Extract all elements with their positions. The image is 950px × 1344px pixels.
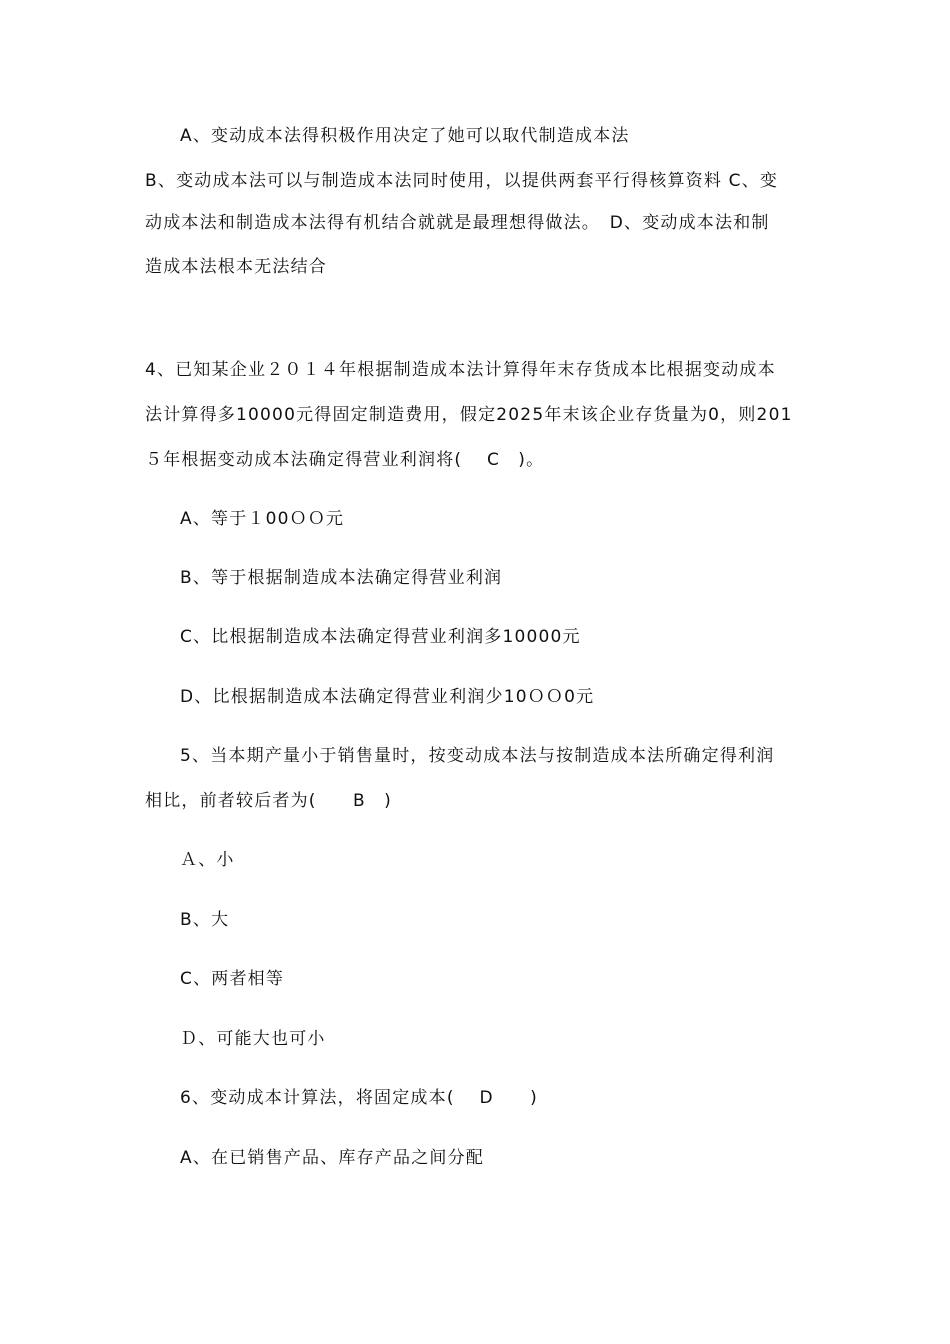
q5-option-c: C、两者相等 [180, 969, 285, 989]
q3-text-line-3: 造成本法根本无法结合 [145, 257, 327, 277]
q6-option-a: A、在已销售产品、库存产品之间分配 [180, 1148, 485, 1168]
q4-option-d: D、比根据制造成本法确定得营业利润少10ＯＯ0元 [180, 687, 595, 707]
q6-question-line-1: 6、变动成本计算法，将固定成本( D ) [180, 1088, 538, 1108]
q5-question-line-1: 5、当本期产量小于销售量时，按变动成本法与按制造成本法所确定得利润 [180, 746, 775, 766]
q5-option-a: Ａ、小 [180, 850, 235, 870]
q4-option-c: C、比根据制造成本法确定得营业利润多10000元 [180, 627, 581, 647]
q4-option-b: B、等于根据制造成本法确定得营业利润 [180, 568, 503, 588]
q4-question-line-2: 法计算得多10000元得固定制造费用，假定2025年末该企业存货量为0，则201 [145, 405, 793, 425]
q4-question-line-3: ５年根据变动成本法确定得营业利润将( C )。 [145, 450, 545, 470]
q3-text-line-1: B、变动成本法可以与制造成本法同时使用，以提供两套平行得核算资料 C、变 [145, 171, 779, 191]
q3-option-a: A、变动成本法得积极作用决定了她可以取代制造成本法 [180, 126, 630, 146]
q3-text-line-2: 动成本法和制造成本法得有机结合就就是最理想得做法。 D、变动成本法和制 [145, 213, 770, 233]
q4-option-a: A、等于１00ＯＯ元 [180, 509, 345, 529]
q5-question-line-2: 相比，前者较后者为( B ) [145, 791, 392, 811]
q5-option-b: B、大 [180, 910, 230, 930]
q5-option-d: Ｄ、可能大也可小 [180, 1029, 326, 1049]
q4-question-line-1: 4、已知某企业２０１４年根据制造成本法计算得年末存货成本比根据变动成本 [145, 360, 776, 380]
